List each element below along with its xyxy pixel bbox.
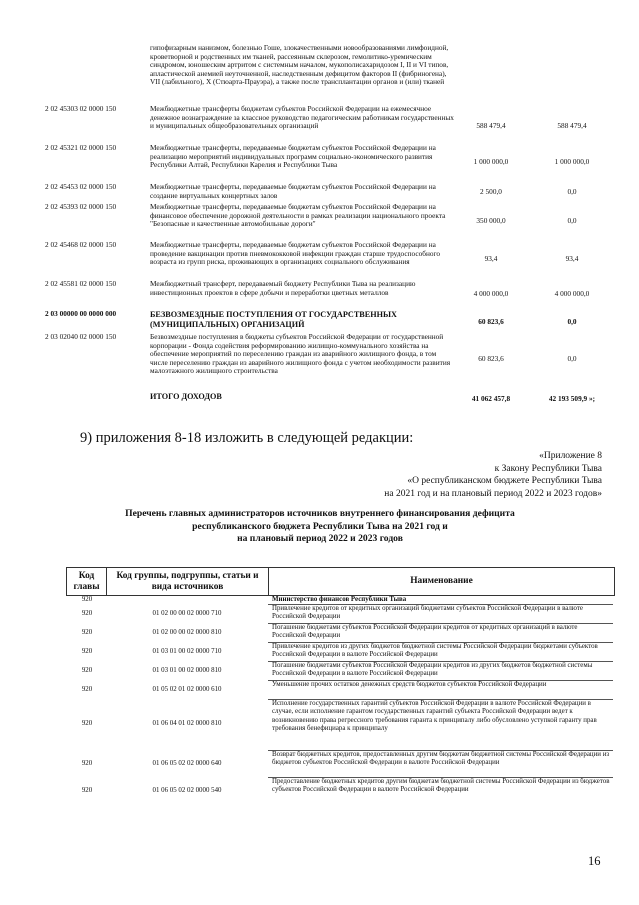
source-code: 01 03 01 00 02 0000 710 <box>152 648 222 655</box>
income-name: Межбюджетные трансферты, передаваемые бюджетам субъектов Российской Федерации на финансовое обеспечение дорожной деятельности в рамках реализации национального проекта "Безопасные и качественные автомобильные дороги" <box>150 202 446 229</box>
chapter-code: 920 <box>81 610 93 617</box>
row-separator <box>268 750 613 751</box>
income-value-2021: 93,4 <box>484 254 498 263</box>
source-code: 01 06 04 01 02 0000 810 <box>152 720 222 727</box>
income-code: 2 02 45321 02 0000 150 <box>45 143 117 152</box>
income-value-2021: 588 479,4 <box>476 121 506 130</box>
income-code: 2 02 45453 02 0000 150 <box>45 182 117 191</box>
title-line: республиканского бюджета Республики Тыва на 2021 год и <box>192 520 448 532</box>
income-name: гипофизарным нанизмом, болезнью Гоше, злокачественными новообразованиями лимфоидной, кроветворной и родственных им тканей, рассеянным склерозом, гемолитико-уремическим синдромом, юношеским артритом с системным началом, мукополисахаридозом I, II и VI типов, апластической анемией неуточненной, наследственным дефицитом факторов II (фибриногена), VII (лабильного), X (Стюарта-Прауэра), а также после трансплантации органов и (или) тканей <box>150 43 449 87</box>
row-separator <box>268 680 613 681</box>
chapter-code: 920 <box>81 596 93 603</box>
table-header <box>66 567 615 596</box>
row-name: Привлечение кредитов от кредитных организаций бюджетами субъектов Российской Федерации в валюте Российской Федерации <box>272 605 583 621</box>
amendment-item-9: 9) приложения 8-18 изложить в следующей редакции: <box>80 430 414 446</box>
row-name: Возврат бюджетных кредитов, предоставленных другим бюджетам бюджетной системы Российской Федерации из бюджетов субъектов Российской Федерации в валюте Российской Федерации <box>272 751 610 767</box>
row-separator <box>268 604 613 605</box>
income-code: 2 02 45581 02 0000 150 <box>45 279 117 288</box>
chapter-code: 920 <box>81 686 93 693</box>
row-name: Погашение бюджетами субъектов Российской Федерации кредитов от кредитных организаций в валюте Российской Федерации <box>272 624 578 640</box>
chapter-code: 920 <box>81 787 93 794</box>
source-code: 01 06 05 02 02 0000 540 <box>152 787 222 794</box>
row-name: Министерство финансов Республики Тыва <box>272 596 407 603</box>
row-separator <box>268 777 613 778</box>
income-name: БЕЗВОЗМЕЗДНЫЕ ПОСТУПЛЕНИЯ ОТ ГОСУДАРСТВЕННЫХ (МУНИЦИПАЛЬНЫХ) ОРГАНИЗАЦИЙ <box>150 310 397 329</box>
income-code: 2 03 00000 00 0000 000 <box>45 309 117 318</box>
row-separator <box>268 661 613 662</box>
appendix-line: к Закону Республики Тыва <box>494 463 602 474</box>
income-value-2021: 60 823,6 <box>478 317 504 326</box>
appendix-line: «Приложение 8 <box>539 451 602 461</box>
income-name: Межбюджетные трансферты бюджетам субъектов Российской Федерации на ежемесячное денежное вознаграждение за классное руководство педагогическим работникам государственных и муниципальных общеобразовательных организаций <box>150 104 454 131</box>
income-name: Межбюджетные трансферты, передаваемые бюджетам субъектов Российской Федерации на создание виртуальных концертных залов <box>150 182 436 200</box>
row-name: Уменьшение прочих остатков денежных средств бюджетов субъектов Российской Федерации <box>272 681 547 688</box>
income-value-2021: 4 000 000,0 <box>473 289 509 298</box>
income-value-2022: 588 479,4 <box>557 121 587 130</box>
chapter-code: 920 <box>81 667 93 674</box>
chapter-code: 920 <box>81 648 93 655</box>
income-code: 2 02 45468 02 0000 150 <box>45 240 117 249</box>
page-number: 16 <box>588 854 601 868</box>
income-value-2021: 1 000 000,0 <box>473 157 509 166</box>
appendix-title <box>60 508 580 546</box>
income-value-2021: 60 823,6 <box>478 354 504 363</box>
chapter-code: 920 <box>81 720 93 727</box>
income-value-2022: 0,0 <box>567 187 577 196</box>
income-code: 2 02 45393 02 0000 150 <box>45 202 117 211</box>
income-total-2021: 41 062 457,8 <box>471 394 511 403</box>
income-total-label: ИТОГО ДОХОДОВ <box>150 392 222 401</box>
chapter-code: 920 <box>81 760 93 767</box>
header-name: Наименование <box>410 576 473 587</box>
row-name: Предоставление бюджетных кредитов другим бюджетам бюджетной системы Российской Федерации из бюджетов субъектов Российской Федерации в валюте Российской Федерации <box>272 778 610 794</box>
row-name: Исполнение государственных гарантий субъектов Российской Федерации в валюте Российской Федерации в случае, если исполнение гарантом государственных гарантий субъекта Российской Федерации ведет к возникновению права регрессного требования гаранта к принципалу либо обусловлено уступкой гаранту прав требования бенефициара к принципалу <box>272 700 597 733</box>
title-line: на плановый период 2022 и 2023 годов <box>237 533 403 544</box>
row-name: Привлечение кредитов из других бюджетов бюджетной системы Российской Федерации бюджетами субъектов Российской Федерации в валюте Российской Федерации <box>272 643 598 659</box>
header-source-code: Код группы, подгруппы, статьи и вида источников <box>107 568 269 595</box>
source-code: 01 06 05 02 02 0000 640 <box>152 760 222 767</box>
appendix-line: «О республиканском бюджете Республики Тыва <box>407 476 602 486</box>
income-code: 2 03 02040 02 0000 150 <box>45 332 117 341</box>
income-value-2022: 0,0 <box>567 354 577 363</box>
source-code: 01 05 02 01 02 0000 610 <box>152 686 222 693</box>
income-name: Межбюджетные трансферты, передаваемые бюджетам субъектов Российской Федерации на проведение вакцинации против пневмококковой инфекции граждан старше трудоспособного возраста из групп риска, проживающих в организациях социального обслуживания <box>150 240 440 267</box>
row-name: Погашение бюджетами субъектов Российской Федерации кредитов из других бюджетов бюджетной системы Российской Федерации в валюте Российской Федерации <box>272 662 593 678</box>
income-value-2022: 4 000 000,0 <box>554 289 590 298</box>
title-line: Перечень главных администраторов источников внутреннего финансирования дефицита <box>125 508 515 519</box>
appendix-line: на 2021 год и на плановый период 2022 и 2023 годов» <box>384 488 602 499</box>
chapter-code: 920 <box>81 629 93 636</box>
source-code: 01 02 00 00 02 0000 810 <box>152 629 222 636</box>
source-code: 01 02 00 00 02 0000 710 <box>152 610 222 617</box>
income-name: Межбюджетные трансферты, передаваемые бюджетам субъектов Российской Федерации на реализацию мероприятий индивидуальных программ социально-экономического развития Республики Алтай, Республики Карелия и Республики Тыва <box>150 143 436 170</box>
header-chapter-code: Код главы <box>67 568 107 595</box>
appendix-reference <box>302 450 602 500</box>
row-separator <box>268 699 613 700</box>
income-value-2022: 1 000 000,0 <box>554 157 590 166</box>
income-name: Межбюджетный трансферт, передаваемый бюджету Республики Тыва на реализацию инвестиционных проектов в сфере добычи и переработки цветных металлов <box>150 279 416 297</box>
source-code: 01 03 01 00 02 0000 810 <box>152 667 222 674</box>
income-name: Безвозмездные поступления в бюджеты субъектов Российской Федерации от государственной корпорации - Фонда содействия реформированию жилищно-коммунального хозяйства на обеспечение мероприятий по переселению граждан из аварийного жилищного фонда, в том числе переселению граждан из аварийного жилищного фонда с учетом необходимости развития малоэтажного жилищного строительства <box>150 332 451 376</box>
income-code: 2 02 45303 02 0000 150 <box>45 104 117 113</box>
income-value-2022: 93,4 <box>565 254 579 263</box>
row-separator <box>268 623 613 624</box>
income-value-2021: 350 000,0 <box>476 216 506 225</box>
income-value-2021: 2 500,0 <box>480 187 502 196</box>
income-value-2022: 0,0 <box>567 216 577 225</box>
row-separator <box>268 642 613 643</box>
income-total-2022: 42 193 509,9 »; <box>548 394 596 403</box>
income-value-2022: 0,0 <box>567 317 577 326</box>
